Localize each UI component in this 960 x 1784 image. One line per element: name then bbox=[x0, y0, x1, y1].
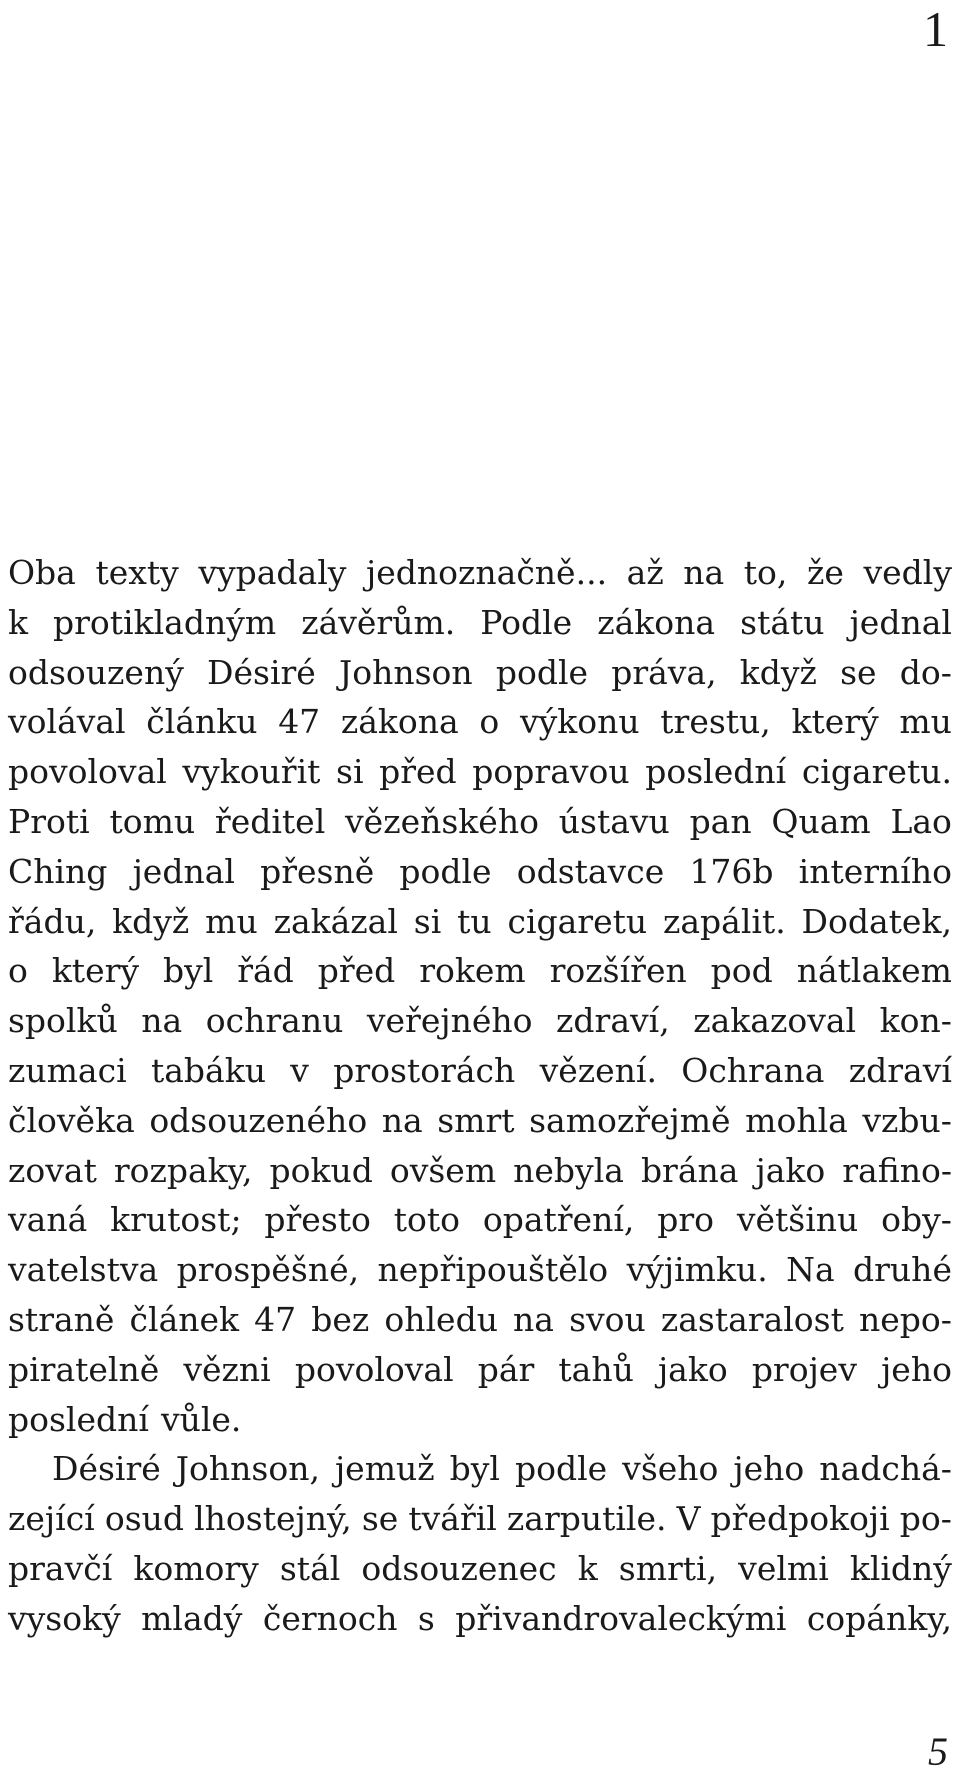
text-line: vaná krutost; přesto toto opatření, pro většinu oby- bbox=[8, 1200, 952, 1240]
text-line: spolků na ochranu veřejného zdraví, zakazoval kon- bbox=[8, 1001, 952, 1041]
text-line: k protikladným závěrům. Podle zákona státu jednal bbox=[8, 602, 952, 642]
text-line: zumaci tabáku v prostorách vězení. Ochrana zdraví bbox=[8, 1050, 952, 1090]
text-line: poslední vůle. bbox=[8, 1399, 242, 1439]
paragraph bbox=[8, 548, 952, 1444]
text-line: člověka odsouzeného na smrt samozřejmě mohla vzbu- bbox=[8, 1100, 952, 1140]
text-line: řádu, když mu zakázal si tu cigaretu zapálit. Dodatek, bbox=[8, 901, 952, 941]
text-line: povoloval vykouřit si před popravou poslední cigaretu. bbox=[8, 752, 952, 792]
text-line: piratelně vězni povoloval pár tahů jako projev jeho bbox=[8, 1349, 952, 1389]
text-line: o který byl řád před rokem rozšířen pod nátlakem bbox=[8, 951, 952, 991]
text-line: Oba texty vypadaly jednoznačně... až na to, že vedly bbox=[8, 553, 952, 592]
text-line: odsouzený Désiré Johnson podle práva, když se do- bbox=[8, 652, 952, 692]
chapter-number: 1 bbox=[923, 1, 948, 57]
text-line: vatelstva prospěšné, nepřipouštělo výjimku. Na druhé bbox=[8, 1250, 952, 1290]
text-line: zovat rozpaky, pokud ovšem nebyla brána jako rafino- bbox=[8, 1150, 952, 1190]
text-line: pravčí komory stál odsouzenec k smrti, velmi klidný bbox=[8, 1548, 952, 1588]
text-line: straně článek 47 bez ohledu na svou zastaralost nepo- bbox=[8, 1299, 952, 1339]
text-line: Ching jednal přesně podle odstavce 176b interního bbox=[8, 851, 952, 891]
body-text bbox=[8, 548, 952, 1644]
text-line: Proti tomu ředitel vězeňského ústavu pan Quam Lao bbox=[8, 801, 952, 841]
text-line: zející osud lhostejný, se tvářil zarputile. V předpokoji po- bbox=[8, 1499, 952, 1539]
text-line: vysoký mladý černoch s přivandrovaleckými copánky, bbox=[8, 1598, 952, 1638]
paragraph bbox=[8, 1444, 952, 1643]
page-number: 5 bbox=[928, 1729, 948, 1774]
text-line: volával článku 47 zákona o výkonu trestu, který mu bbox=[8, 702, 952, 742]
text-line: Désiré Johnson, jemuž byl podle všeho jeho nadchá- bbox=[52, 1449, 952, 1489]
